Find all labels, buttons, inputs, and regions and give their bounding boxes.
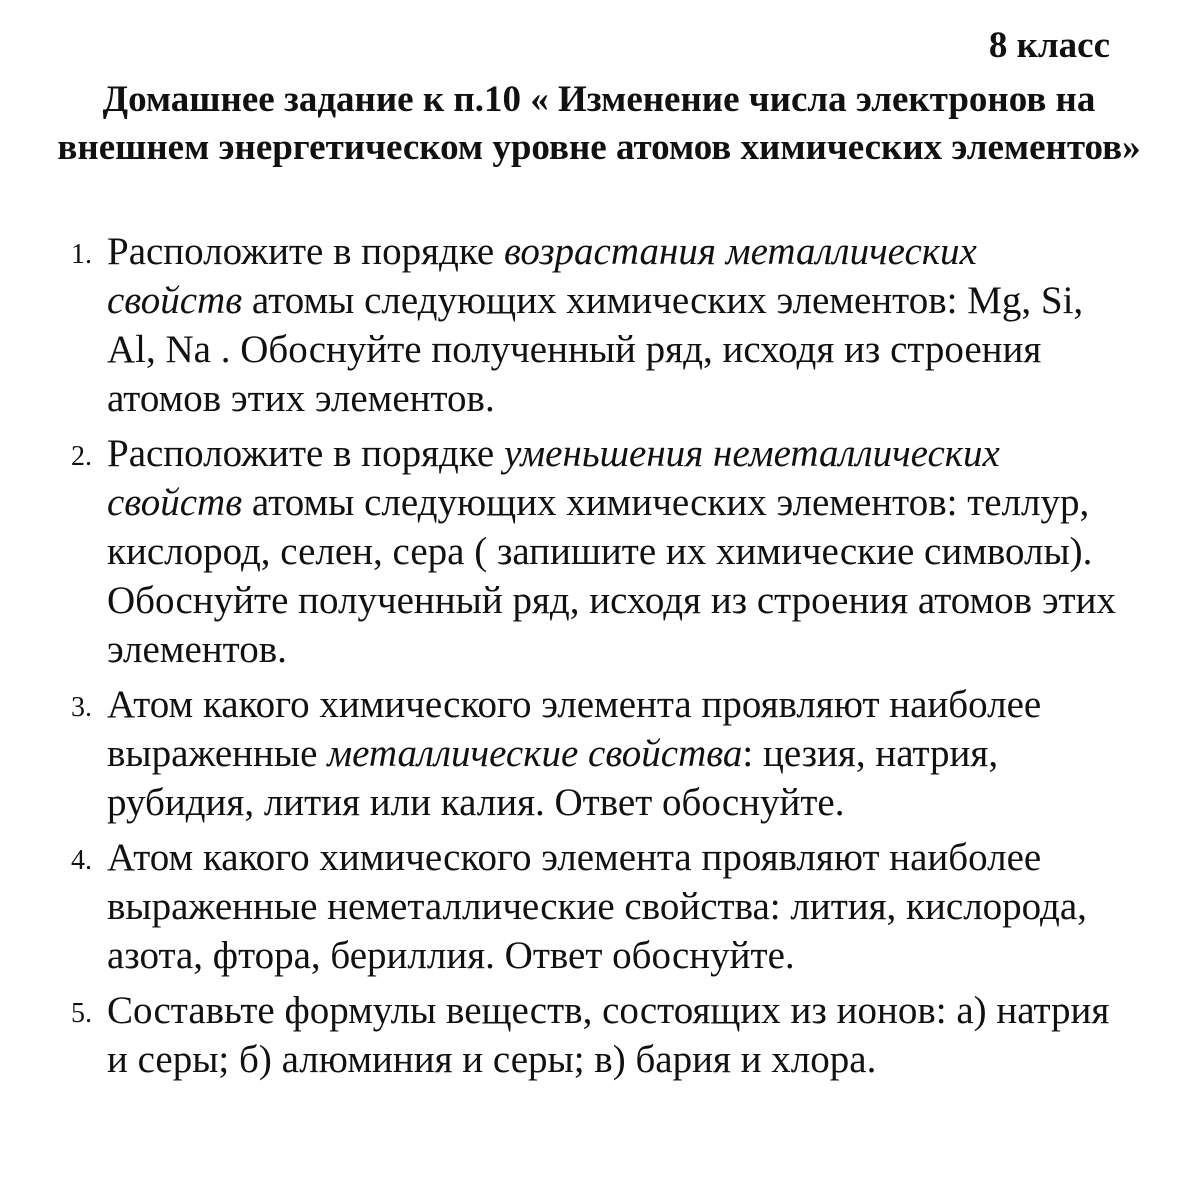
task-text: Расположите в порядке [107, 432, 504, 475]
task-number: 4. [71, 845, 92, 876]
task-number: 1. [71, 239, 92, 270]
grade-label: 8 класс [988, 25, 1110, 66]
task-number: 5. [71, 998, 92, 1029]
task-item-2 [0, 429, 1198, 674]
task-item-4 [0, 833, 1198, 980]
task-emphasis: уменьшения неметаллических свойств [107, 432, 1000, 524]
task-text: Расположите в порядке [107, 230, 504, 273]
task-number: 2. [71, 441, 92, 472]
task-text: Составьте формулы веществ, состоящих из ионов: а) натрия и серы; б) алюминия и серы; в) бария и хлора. [107, 989, 1110, 1081]
page-title: Домашнее задание к п.10 « Изменение числа электронов на внешнем энергетическом уровне атомов химических элементов» [57, 79, 1141, 168]
task-text: атомы следующих химических элементов: теллур, кислород, селен, сера ( запишите их химические символы). Обоснуйте полученный ряд, исходя из строения атомов этих элементов. [107, 481, 1116, 671]
task-item-3 [0, 680, 1198, 827]
task-text: Атом какого химического элемента проявляют наиболее выраженные [107, 683, 1042, 775]
task-text: атомы следующих химических элементов: Mg, Si, Al, Na . Обоснуйте полученный ряд, исходя из строения атомов этих элементов. [107, 279, 1084, 420]
task-text: : цезия, натрия, рубидия, лития или калия. Ответ обоснуйте. [107, 732, 999, 824]
task-list [0, 227, 1198, 1090]
task-emphasis: металлические свойства [327, 732, 743, 775]
task-item-1 [0, 227, 1198, 423]
task-emphasis: возрастания металлических свойств [107, 230, 977, 322]
task-item-5 [0, 986, 1198, 1084]
task-number: 3. [71, 692, 92, 723]
task-text: Атом какого химического элемента проявляют наиболее выраженные неметаллические свойства: лития, кислорода, азота, фтора, бериллия. Ответ обоснуйте. [107, 836, 1087, 977]
